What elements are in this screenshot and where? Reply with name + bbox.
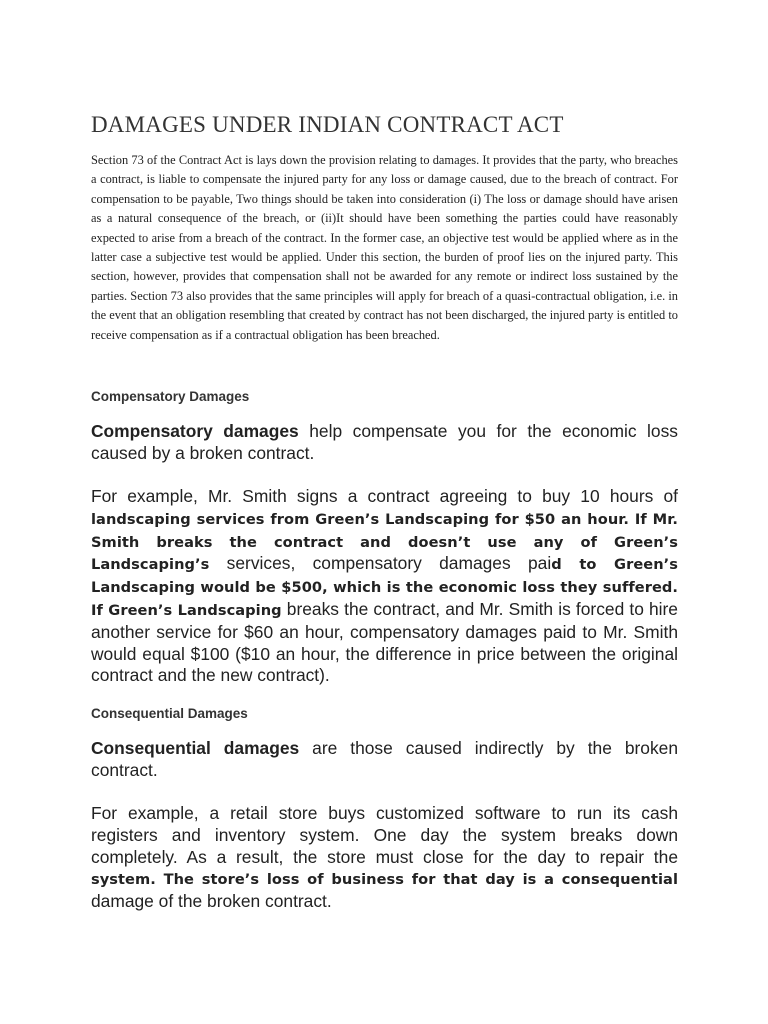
consequential-example-text-1: For example, a retail store buys customized software to run its cash registers and inventory system. One day the system breaks down completely. As a result, the store must close for the day to repair the xyxy=(91,803,678,867)
compensatory-example-text-4: d to Green’s Landscaping would be $500, which is the economic loss they suffered. If Green’s Landscaping xyxy=(91,556,678,619)
consequential-example-text-3: damage of the broken contract. xyxy=(91,891,332,912)
compensatory-example-text-3: services, compensatory damages pai xyxy=(209,553,552,574)
consequential-definition-paragraph xyxy=(91,738,678,782)
compensatory-example-text-5: breaks the contract, and Mr. Smith is forced to hire another service for $60 an hour, compensatory damages paid to Mr. Smith would equal $100 ($10 an hour, the difference in price between the original contract and the new contract). xyxy=(91,598,678,686)
compensatory-example-paragraph xyxy=(91,486,678,687)
compensatory-definition-text: help compensate you for the economic loss caused by a broken contract. xyxy=(91,421,678,463)
consequential-example-text-2: system. The store’s loss of business for that day is a consequential xyxy=(91,871,678,889)
compensatory-example-text-1: For example, Mr. Smith signs a contract agreeing to buy 10 hours of xyxy=(91,486,678,506)
consequential-definition-text: are those caused indirectly by the broken contract. xyxy=(91,738,679,780)
compensatory-example-text-2: landscaping services from Green’s Landscaping for $50 an hour. If Mr. Smith breaks the contract and doesn’t use any of Green’s Landscaping’s xyxy=(91,510,678,574)
compensatory-damages-heading: Compensatory Damages xyxy=(91,389,250,404)
consequential-damages-heading: Consequential Damages xyxy=(91,706,248,721)
compensatory-definition-paragraph xyxy=(91,421,678,465)
document-title: DAMAGES UNDER INDIAN CONTRACT ACT xyxy=(91,112,564,137)
compensatory-term: Compensatory damages xyxy=(91,421,299,441)
consequential-example-paragraph xyxy=(91,803,678,913)
consequential-term: Consequential damages xyxy=(91,738,300,758)
intro-paragraph: Section 73 of the Contract Act is lays down the provision relating to damages. It provides that the party, who breaches a contract, is liable to compensate the injured party for any loss or damage caused, due to the breach of contract. For compensation to be payable, Two things should be taken into consideration (i) The loss or damage should have arisen as a natural consequence of the breach, or (ii)It should have been something the parties could have reasonably expected to arise from a breach of the contract. In the former case, an objective test would be applied where as in the latter case a subjective test would be applied. Under this section, the burden of proof lies on the injured party. This section, however, provides that compensation shall not be awarded for any remote or indirect loss sustained by the parties. Section 73 also provides that the same principles will apply for breach of a quasi-contractual obligation, i.e. in the event that an obligation resembling that created by contract has not been discharged, the injured party is entitled to receive compensation as if a contractual obligation has been breached. xyxy=(91,153,678,342)
